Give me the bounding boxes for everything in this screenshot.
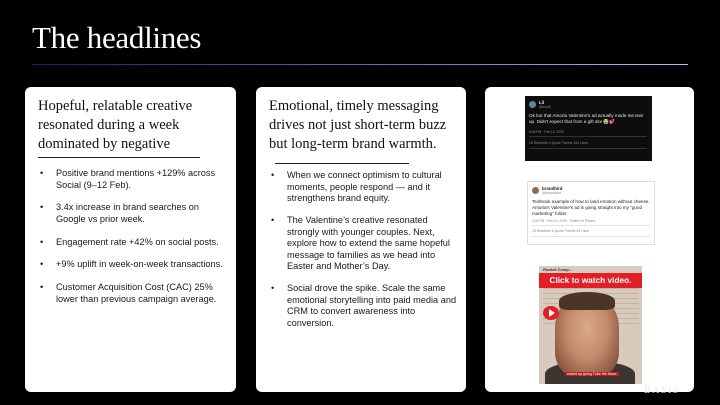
bullet-icon: • <box>271 170 275 180</box>
tweet-stats: 18 Retweets 4 Quote Tweets 184 Likes <box>529 141 588 145</box>
bullet-list <box>269 170 462 340</box>
list-item <box>38 202 230 225</box>
card-divider <box>38 157 200 158</box>
slide-title: The headlines <box>32 20 202 55</box>
tweet-text: Textbook example of how to land emotion without cheese. Amoria's Valentine's ad is going straight into my "good marketing" folder. <box>532 199 650 216</box>
bullet-text: Engagement rate +42% on social posts. <box>56 236 219 247</box>
card-heading: Emotional, timely messaging drives not just short-term buzz but long-term brand warmth. <box>269 98 447 152</box>
video-person-hair <box>559 292 615 310</box>
bullet-text: When we connect optimism to cultural moments, people respond — and it strengthens brand equity. <box>287 170 442 203</box>
list-item <box>38 259 230 271</box>
bullet-text: +9% uplift in week-on-week transactions. <box>56 259 223 270</box>
list-item <box>38 237 230 249</box>
tweet-timestamp: 3:28 PM · Feb 10, 2025 · Twitter for iPhone <box>532 219 596 223</box>
video-caption: ended up going Tube the these <box>567 372 617 376</box>
bullet-icon: • <box>271 283 275 293</box>
bullet-text: Social drove the spike. Scale the same emotional storytelling into paid media and CRM to convert awareness into conversion. <box>287 283 457 328</box>
tweet-handle: @xxxlil <box>539 105 551 109</box>
avatar <box>532 187 539 194</box>
play-icon[interactable] <box>543 306 559 320</box>
tweet-screenshot <box>525 96 652 161</box>
bullet-icon: • <box>40 282 44 293</box>
card-divider <box>275 163 409 164</box>
bullet-list <box>38 168 230 316</box>
bullet-icon: • <box>271 215 275 225</box>
video-thumbnail[interactable] <box>539 266 642 384</box>
tweet-text: Ok but that Amoria Valentine's ad actually made me tear up. Didn't expect that from a gift site 😭💕 <box>529 113 644 124</box>
tweet-timestamp: 6:08 PM · Feb 12, 2025 <box>529 130 564 134</box>
bullet-text: 3.4x increase in brand searches on Google vs prior week. <box>56 202 200 224</box>
tweet-author: Lil <box>539 100 545 105</box>
headline-card-results <box>25 87 236 392</box>
list-item <box>269 215 462 273</box>
tweet-divider <box>532 236 650 237</box>
list-item <box>38 282 230 305</box>
tweet-author: brandbird <box>542 186 563 191</box>
bullet-icon: • <box>40 236 44 247</box>
tweet-handle: @brandbird <box>542 191 561 195</box>
bullet-icon: • <box>40 168 44 178</box>
avatar <box>529 101 536 108</box>
headline-card-learnings <box>256 87 466 392</box>
tweet-stats: 18 Retweets 6 Quote Tweets 63 Likes <box>532 229 590 233</box>
card-heading: Hopeful, relatable creative resonated during a week dominated by negative <box>38 98 193 152</box>
list-item <box>38 168 230 191</box>
watch-video-banner[interactable]: Click to watch video. <box>539 273 642 288</box>
bullet-text: Customer Acquisition Cost (CAC) 25% lower than previous campaign average. <box>56 282 217 304</box>
bullet-icon: • <box>40 202 44 213</box>
tweet-divider <box>529 136 647 137</box>
bullet-icon: • <box>40 259 44 270</box>
tweet-screenshot <box>527 181 655 245</box>
tweet-divider <box>532 225 650 226</box>
brand-logo: BASIS <box>644 385 680 396</box>
title-divider <box>32 64 688 65</box>
list-item <box>269 170 462 205</box>
tweet-divider <box>529 148 647 149</box>
video-doc-title: Rocket Comp... <box>543 267 573 272</box>
list-item <box>269 283 462 329</box>
bullet-text: Positive brand mentions +129% across Social (9–12 Feb). <box>56 168 216 190</box>
bullet-text: The Valentine’s creative resonated strongly with younger couples. Next, explore how to extend the same hopeful message to families as we head into Easter and Mother’s Day. <box>287 215 450 271</box>
